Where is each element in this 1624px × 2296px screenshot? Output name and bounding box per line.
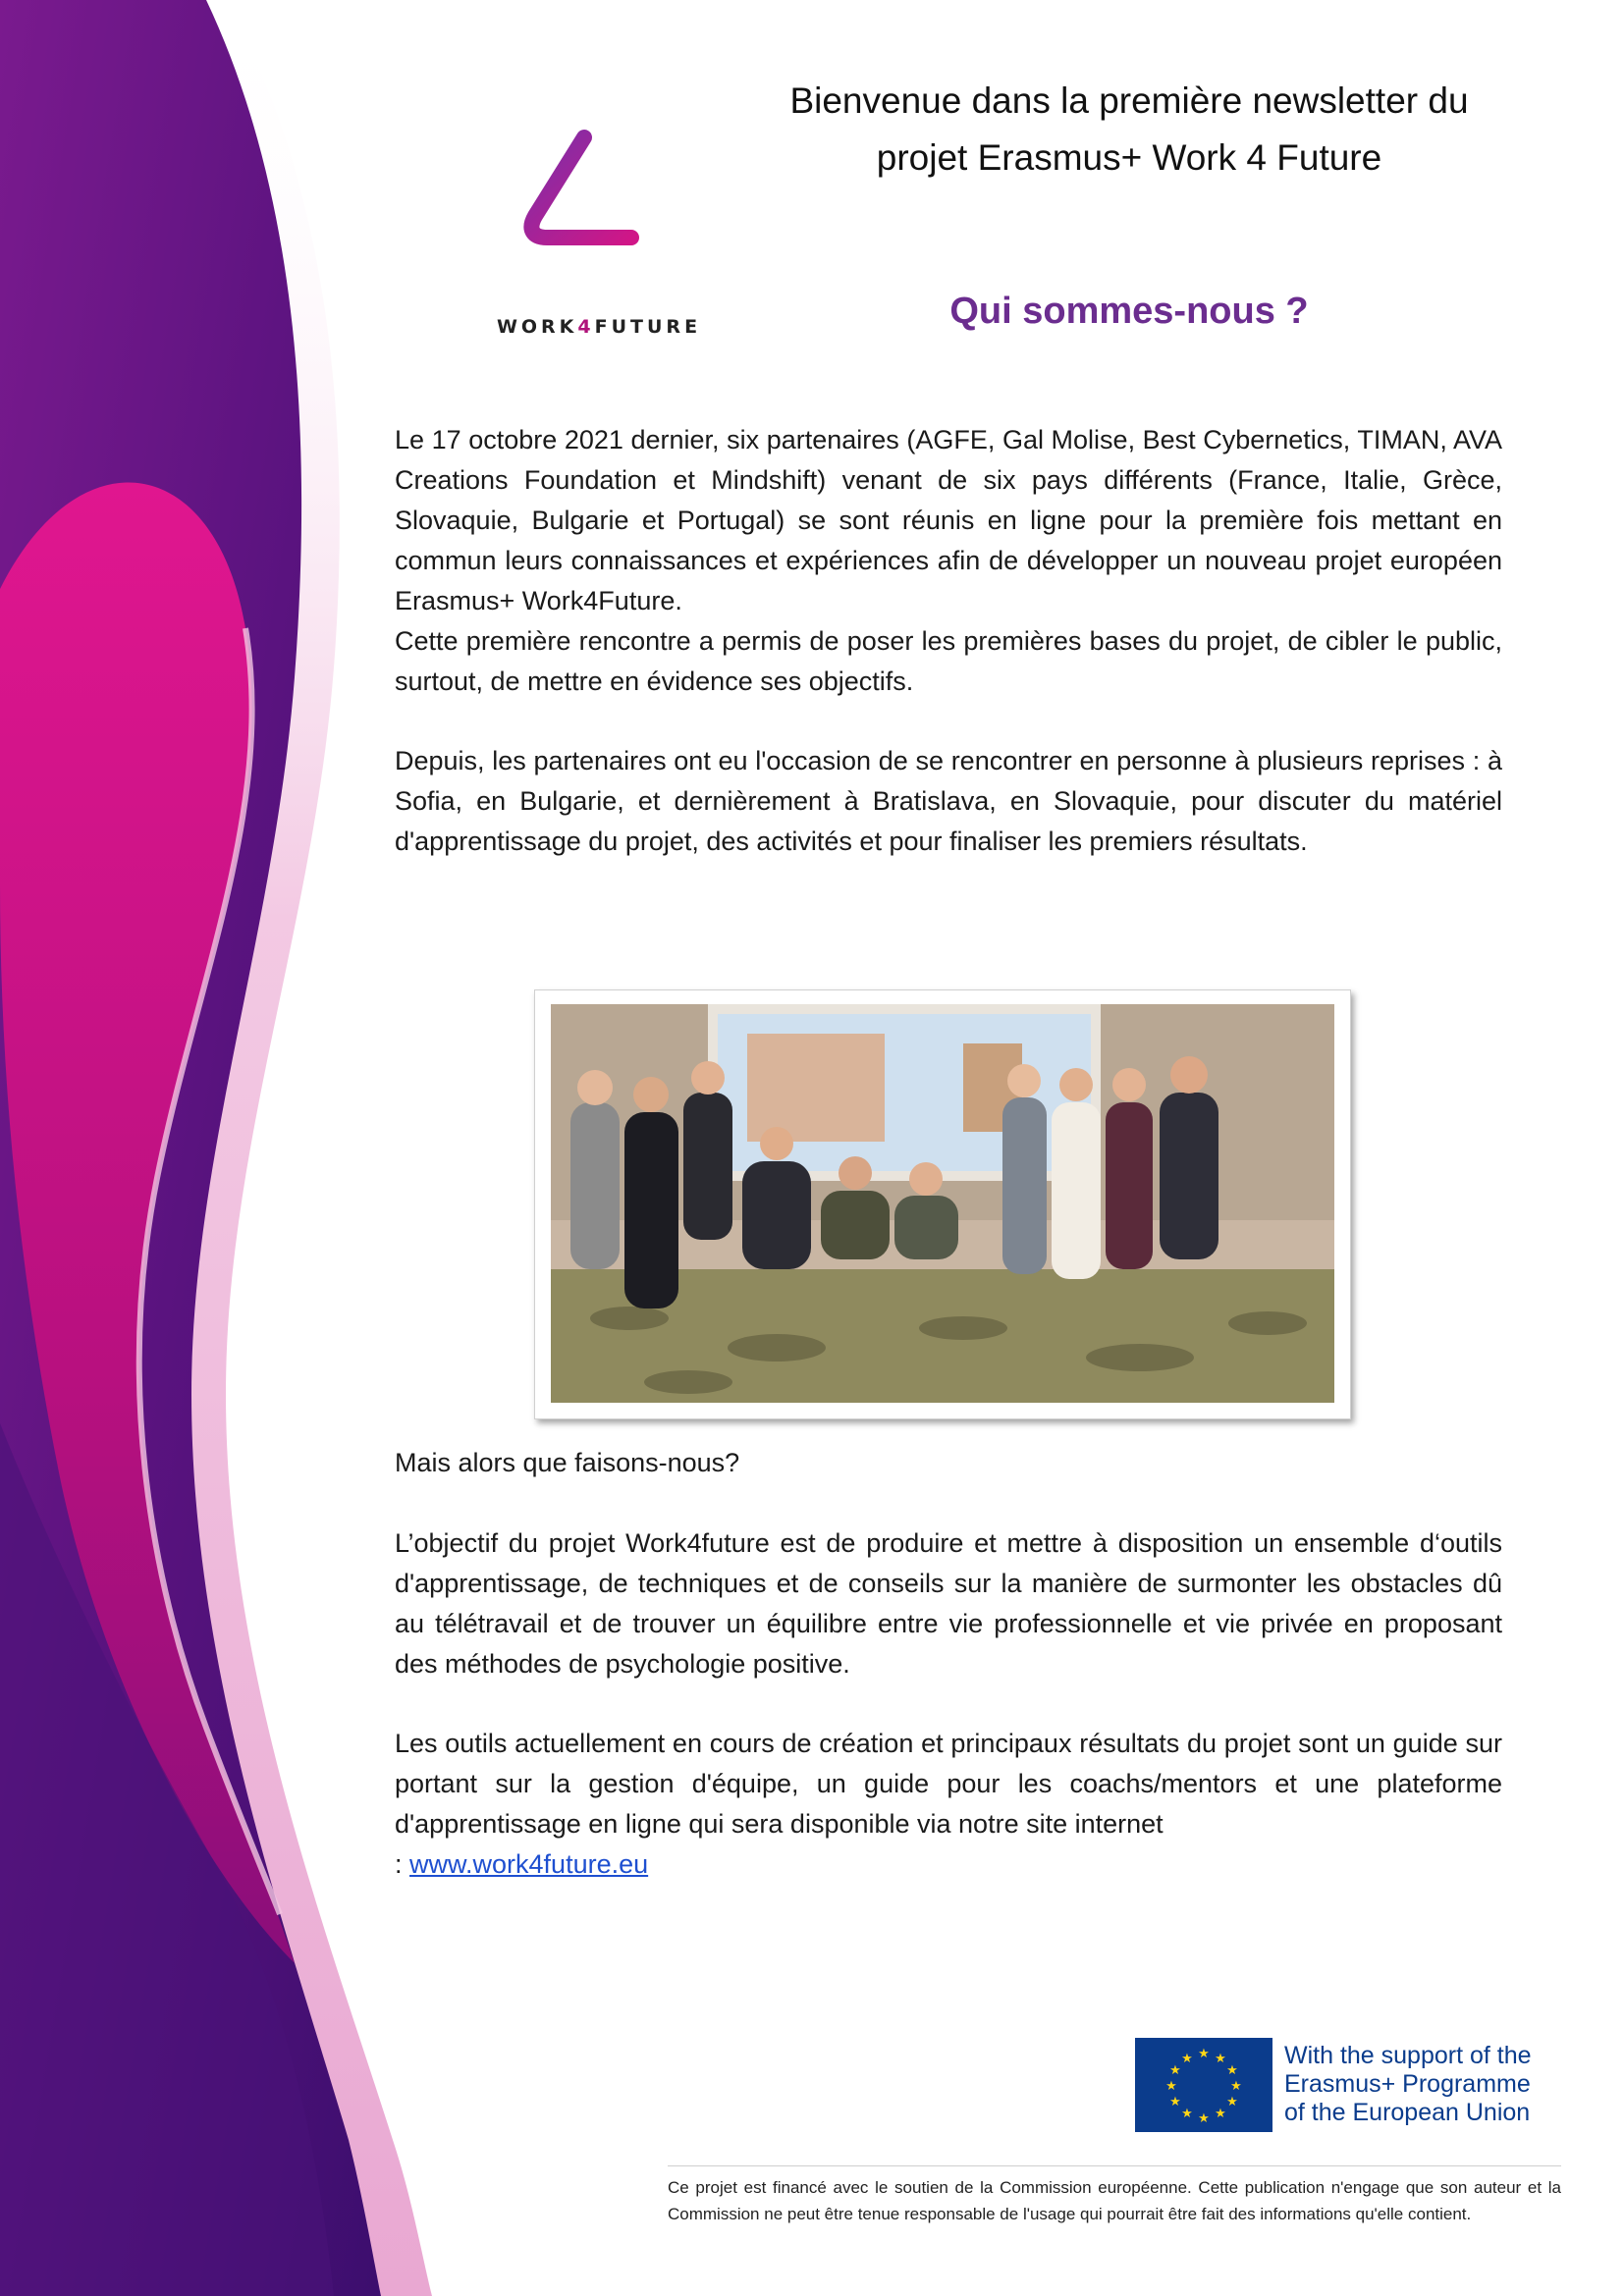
svg-text:★: ★ <box>1169 2095 1181 2109</box>
question-paragraph-block <box>395 1443 1502 1483</box>
funding-disclaimer: Ce projet est financé avec le soutien de la Commission européenne. Cette publication n'engage que son auteur et la Commission ne peut être tenue responsable de l'usage qui pourrait être fait des informations qu'elle contient. <box>668 2165 1561 2227</box>
eu-text-line-1: With the support of the <box>1284 2042 1532 2069</box>
tools-text: Les outils actuellement en cours de création et principaux résultats du projet sont un guide sur portant sur la gestion d'équipe, un guide pour les coachs/mentors et une plateforme d'apprentissage en ligne qui sera disponible via notre site internet <box>395 1729 1502 1839</box>
section-title: Qui sommes-nous ? <box>949 291 1309 332</box>
svg-text:★: ★ <box>1226 2063 1238 2078</box>
headline-line-2: projet Erasmus+ Work 4 Future <box>876 137 1382 178</box>
website-link[interactable]: www.work4future.eu <box>409 1849 649 1879</box>
eu-text-line-2: Erasmus+ Programme <box>1284 2070 1531 2098</box>
svg-text:★: ★ <box>1198 2111 1210 2126</box>
svg-text:★: ★ <box>1169 2063 1181 2078</box>
headline-line-1: Bienvenue dans la première newsletter du <box>789 80 1469 121</box>
eu-text-line-3: of the European Union <box>1284 2099 1531 2126</box>
objective-paragraph-block <box>395 1523 1502 1684</box>
4f-logo-mark-icon <box>515 128 682 299</box>
svg-text:★: ★ <box>1215 2052 1226 2066</box>
group-photo-frame <box>534 989 1351 1419</box>
svg-text:★: ★ <box>1181 2107 1193 2121</box>
svg-text:★: ★ <box>1215 2107 1226 2121</box>
meetings-paragraph-block <box>395 741 1502 862</box>
newsletter-headline <box>746 73 1512 187</box>
eu-support-text <box>1284 2042 1569 2127</box>
eu-flag-icon <box>1135 2038 1272 2132</box>
erasmus-eu-support-logo <box>1135 2038 1561 2132</box>
svg-text:★: ★ <box>1165 2079 1177 2094</box>
logo-wordmark: WORK4FUTURE <box>496 316 702 338</box>
svg-text:★: ★ <box>1198 2047 1210 2061</box>
intro-continuation-paragraph: Cette première rencontre a permis de poser les premières bases du projet, de cibler le public, surtout, de mettre en évidence ses objectifs. <box>395 626 1502 696</box>
svg-text:★: ★ <box>1230 2079 1242 2094</box>
tools-paragraph <box>395 1724 1502 1885</box>
group-photo-image <box>551 1004 1334 1403</box>
svg-text:★: ★ <box>1181 2052 1193 2066</box>
tools-paragraph-block <box>395 1724 1502 1885</box>
intro-paragraph-block <box>395 420 1502 702</box>
meetings-paragraph: Depuis, les partenaires ont eu l'occasion de se rencontrer en personne à plusieurs reprises : à Sofia, en Bulgarie, et dernièrement à Bratislava, en Slovaquie, pour discuter du matériel d'apprentissage du projet, des activités et pour finaliser les premiers résultats. <box>395 746 1502 856</box>
question-paragraph: Mais alors que faisons-nous? <box>395 1448 740 1477</box>
tools-colon: : <box>395 1849 403 1879</box>
objective-paragraph: L’objectif du projet Work4future est de produire et mettre à disposition un ensemble d‘outils d'apprentissage, de techniques et de conseils sur la manière de surmonter les obstacles dû au télétravail et de trouver un équilibre entre vie professionnelle et vie privée en proposant des méthodes de psychologie positive. <box>395 1528 1502 1679</box>
work4future-logo <box>461 128 736 353</box>
svg-text:★: ★ <box>1226 2095 1238 2109</box>
intro-paragraph: Le 17 octobre 2021 dernier, six partenaires (AGFE, Gal Molise, Best Cybernetics, TIMAN, AVA Creations Foundation et Mindshift) venant de six pays différents (France, Italie, Grèce, Slovaquie, Bulgarie et Portugal) se sont réunis en ligne pour la première fois mettant en commun leurs connaissances et expériences afin de développer un nouveau projet européen Erasmus+ Work4Future. <box>395 425 1502 615</box>
